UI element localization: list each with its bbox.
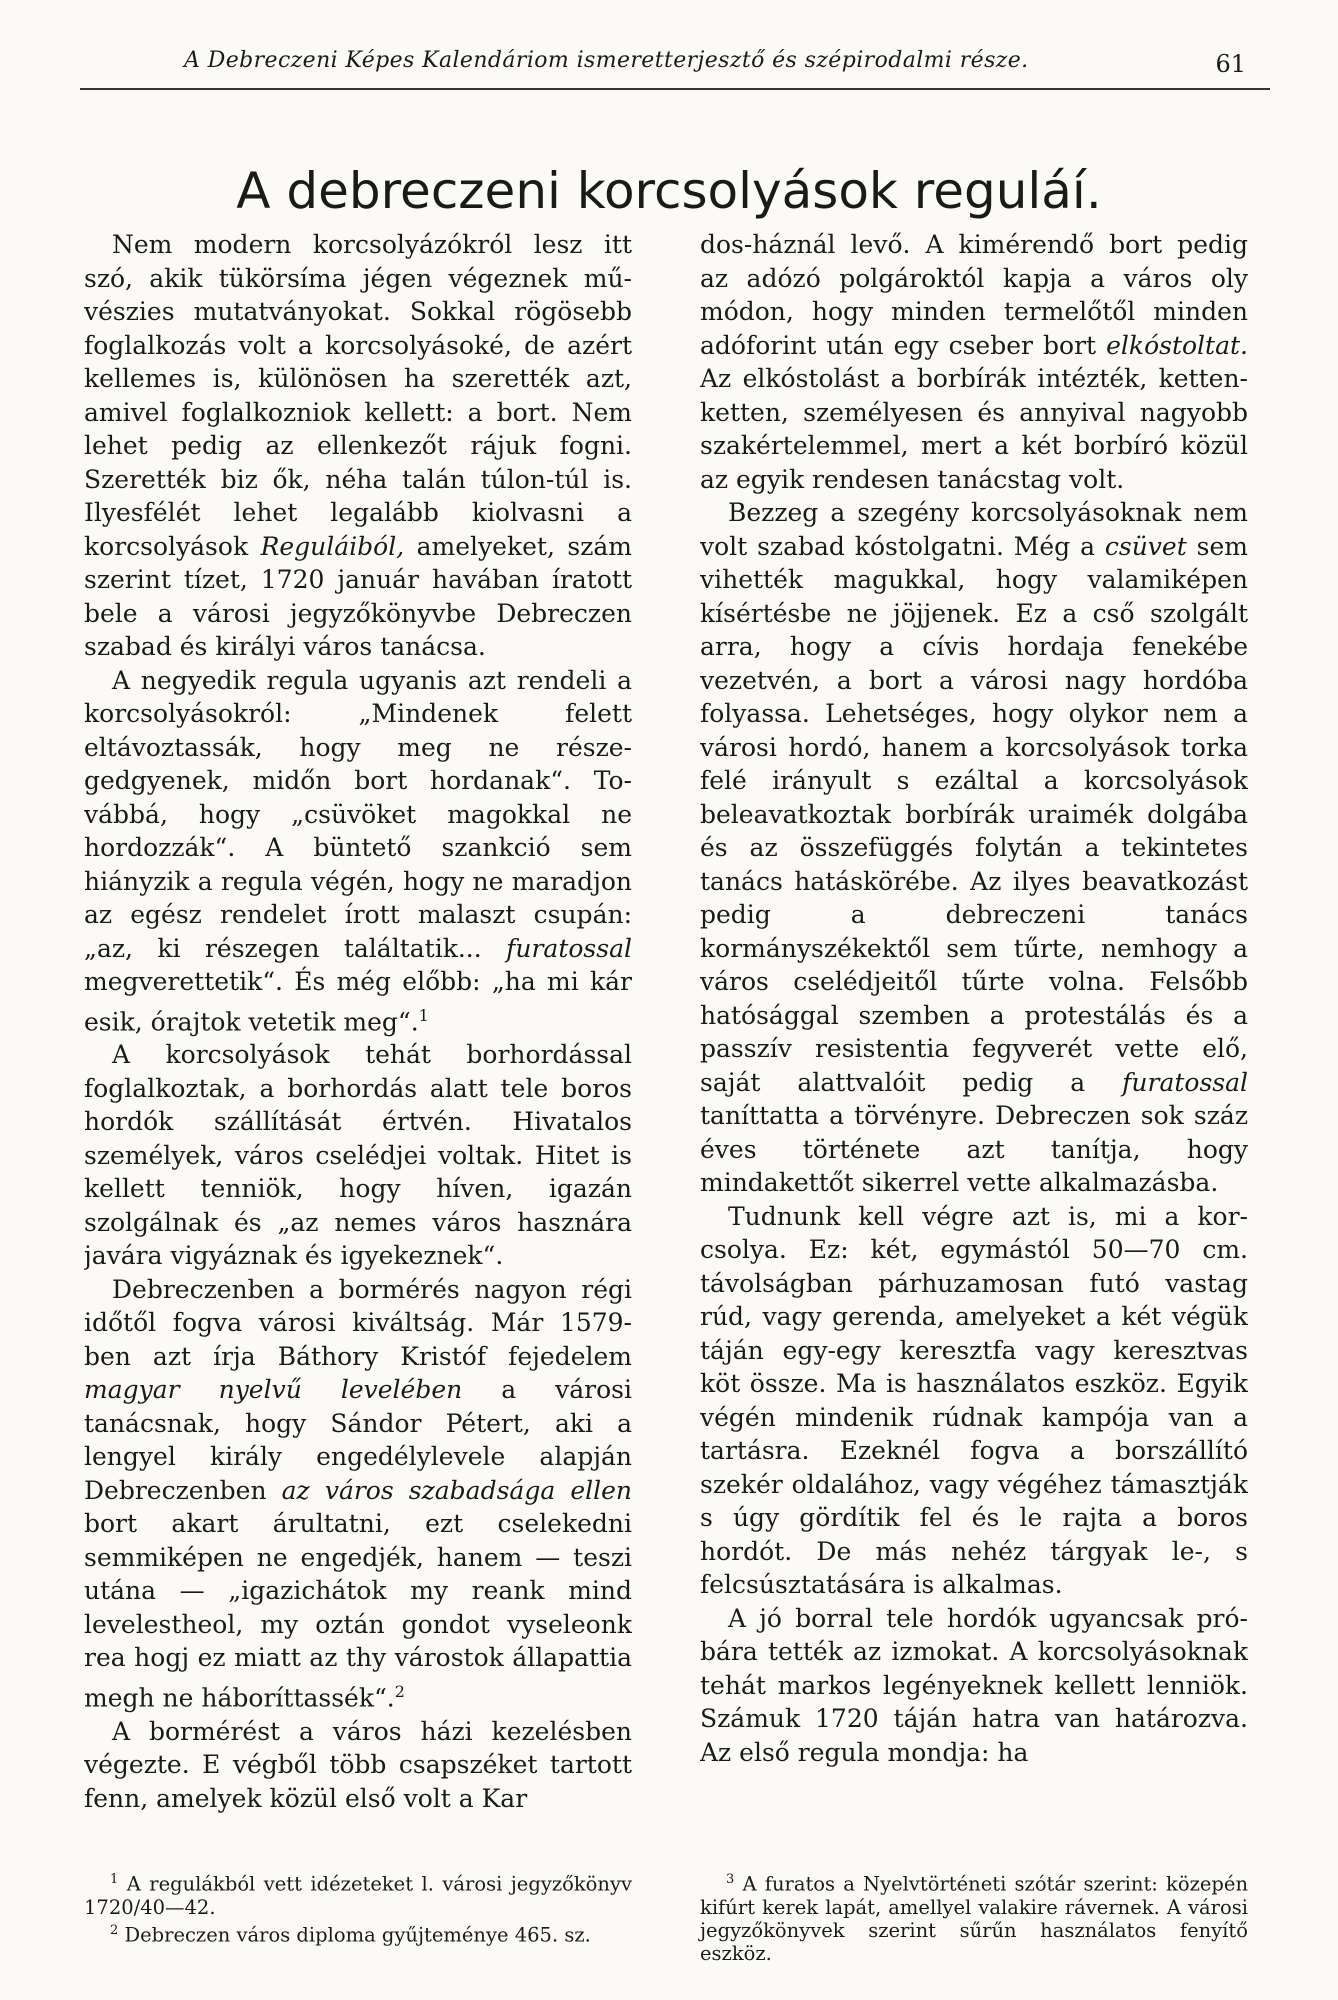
paragraph: Bezzeg a szegény korcsolyásoknak nem volt szabad kóstolgatni. Még a csüvet sem vihették magukkal, hogy valamiképen kísértésbe ne jöjjenek. Ez a cső szolgált arra, hogy a cívis hordaja fenekébe vezetvén, a bort a városi nagy hordóba folyassa. Lehetséges, hogy olykor nem a városi hordó, hanem a korcsolyások torka felé irányult s ezáltal a korcsolyások beleavatkoztak borbírák uraimék dolgába és az összefüggés folytán a tekintetes tanács hatáskörébe. Az ilyes beavatkozást pedig a debreczeni tanács kormányszékektől sem tűrte, nemhogy a város cselédjeitől tűrte volna. Felsőbb hatósággal szemben a protestálás és a passzív resistentia fegyverét vette elő, saját alattvalóit pedig a furatossal taníttatta a törvényre. Debreczen sok száz éves története azt tanítja, hogy mindakettőt sikerrel vette alkalmazásba. [700,498,1248,1197]
paragraph: Nem modern korcsolyázókról lesz itt szó, akik tükörsíma jégen végeznek művészies mutatványokat. Sokkal rögösebb foglalkozás volt a korcsolyásoké, de azért kellemes is, különösen ha szerették azt, amivel foglalkozniok kellett: a bort. Nem lehet pedig az ellenkezőt rájuk fogni. Szerették biz ők, néha talán túlon-túl is. Ilyesfélét lehet legalább kiolvasni a korcsolyások Reguláiból, amelyeket, szám szerint tízet, 1720 január havában íratott bele a városi jegyzőkönyvbe Debreczen szabad és királyi város tanácsa. [84,230,632,661]
footnote: $^1$ A regulákból vett idézeteket l. városi jegyzőkönyv 1720/40—42. [84,1872,632,1919]
right-column [700,228,1248,1878]
footnote: $^3$ A furatos a Nyelvtörténeti szótár szerint: közepén kifúrt kerek lapát, amellyel valakire rávernek. A városi jegyzőkönyvek szerint sűrűn használatos fenyítő eszköz. [700,1872,1248,1965]
paragraph: A jó borral tele hordók ugyancsak próbára tették az izmokat. A korcsolyásoknak tehát markos legényeknek kellett lenniök. Számuk 1720 táján hatra van határozva. Az első regula mondja: ha [700,1603,1248,1767]
paragraph: A korcsolyások tehát borhordással foglalkoztak, a borhordás alatt tele boros hordók szállítását értvén. Hivatalos személyek, város cselédjei voltak. Hitet is kellett tenniök, hogy híven, igazán szolgálnak és „az nemes város hasznára javára vigyáznak és igyekeznek“. [84,1040,632,1271]
footnote-ref: 2 [394,1681,405,1701]
left-column [84,228,632,1878]
footnotes-left [84,1868,632,1946]
page-number: 61 [1215,50,1246,78]
article-title: A debreczeni korcsolyások reguláí. [236,162,1102,220]
paragraph: Tudnunk kell végre azt is, mi a korcsolya. Ez: két, egymástól 50—70 cm. távolságban párhuzamosan futó vastag rúd, vagy gerenda, amelyeket a két végük táján egy-egy keresztfa vagy keresztvas köt össze. Ma is használatos eszköz. Egyik végén mindenik rúdnak kampója van a tartásra. Ezeknél fogva a borszállító szekér oldalához, vagy végéhez támasztják s úgy gördítik fel és le rajta a boros hordót. De más nehéz tárgyak le-, s felcsúsztatására is alkalmas. [700,1201,1248,1599]
footnotes-right [700,1868,1248,1965]
footnote-ref: 1 [418,1005,429,1025]
running-title: A Debreczeni Képes Kalendáriom ismeretterjesztő és szépirodalmi része. [184,48,1029,73]
paragraph: Debreczenben a bormérés nagyon régi időtől fogva városi kiváltság. Már 1579-ben azt írja Báthory Kristóf fejedelem magyar nyelvű levelében a városi tanácsnak, hogy Sándor Pétert, aki a lengyel király engedélylevele alapján Debreczenben az város szabadsága ellen bort akart árultatni, ezt cselekedni semmiképen ne engedjék, hanem — teszi utána — „igazichátok my reank mind levelestheol, my oztán gondot vyseleonk rea hogj ez miatt az thy várostok állapattia megh ne háboríttassék“.$^2$ [84,1274,632,1713]
paragraph: A negyedik regula ugyanis azt rendeli a korcsolyásokról: „Mindenek felett eltávoztassák, hogy meg ne részegedgyenek, midőn bort hordanak“. Továbbá, hogy „csüvöket magokkal ne hordozzák“. A büntető szankció sem hiányzik a regula végén, hogy ne maradjon az egész rendelet írott malaszt csupán: „az, ki részegen találtatik... furatossal megverettetik“. És még előbb: „ha mi kár esik, órajtok vetetik meg“.$^1$ [84,665,632,1036]
paragraph: dos-háznál levő. A kimérendő bort pedig az adózó polgároktól kapja a város oly módon, hogy minden termelőtől minden adóforint után egy cseber bort elkóstoltat. Az elkóstolást a borbírák intézték, ketten-ketten, személyesen és annyival nagyobb szakértelemmel, mert a két borbíró közül az egyik rendesen tanácstag volt. [700,230,1248,494]
running-header [80,40,1270,90]
footnote: $^2$ Debreczen város diploma gyűjteménye 465. sz. [110,1922,591,1946]
paragraph: A bormérést a város házi kezelésben végezte. E végből több csapszéket tartott fenn, amelyek közül első volt a Kar [84,1716,632,1813]
